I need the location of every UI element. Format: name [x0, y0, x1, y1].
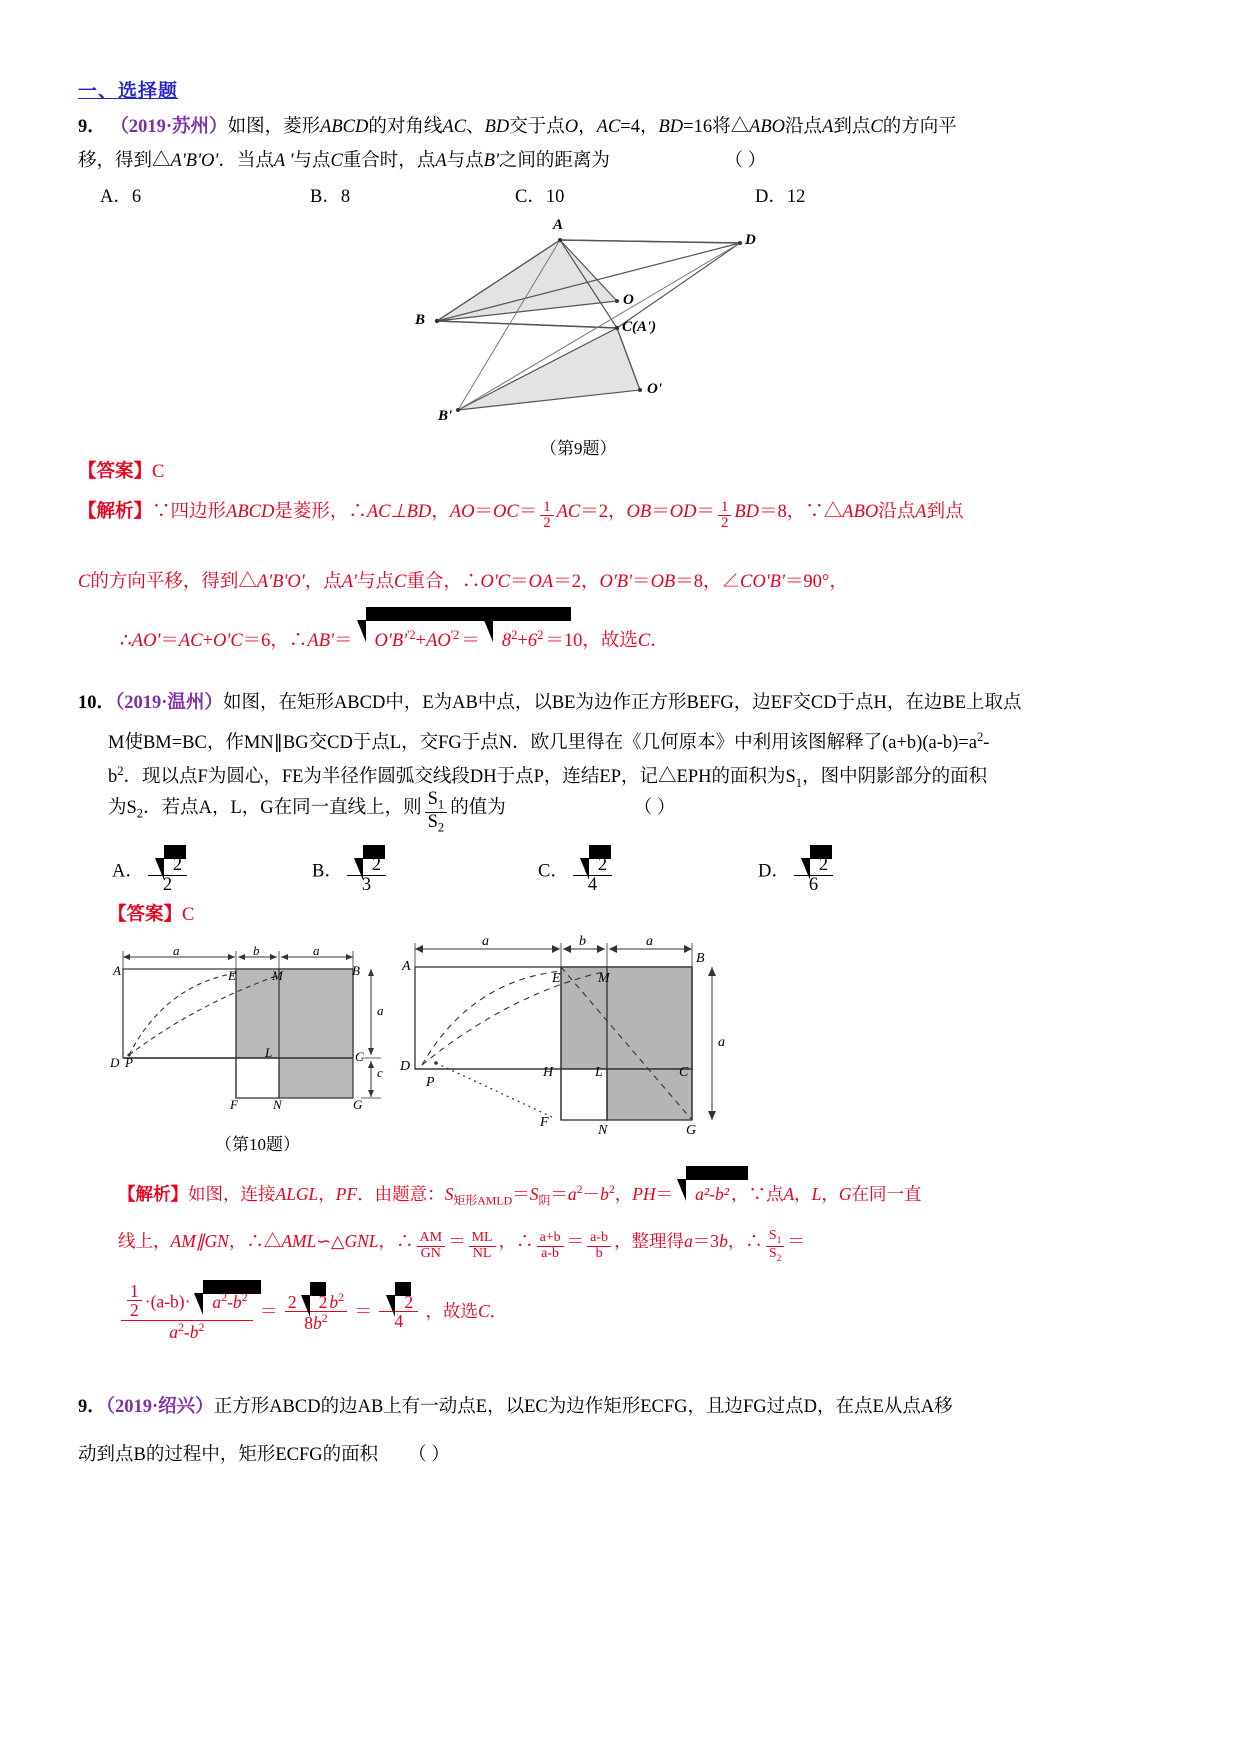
fig-left-dim-a-right: a [377, 1003, 384, 1018]
q9-text: 之间的距离为 [498, 151, 610, 171]
question-9-solution-line-1: 【解析】∵四边形ABCD是菱形，∴AC⊥BD，AO＝OC＝ $\frac{1}{2}$ AC＝2，OB＝OD＝ $\frac{1}{2}$ BD＝8，∵△ABO沿点A到点 [78, 498, 964, 532]
fraction-sqrt2-4: $\frac{2}{4}$ [379, 1293, 418, 1331]
q9-ital: B' [483, 151, 499, 171]
q9-ital: ABO [749, 117, 786, 137]
answer-value: C [152, 462, 165, 482]
fig-right-dim-a1: a [482, 934, 489, 949]
fig-right-label-m: M [598, 971, 610, 986]
fig-right-label-a: A [402, 959, 411, 974]
figure-label-d: D [745, 232, 756, 248]
q9-answer-parens: （ ） [724, 151, 767, 171]
answer-tag: 【答案】 [108, 905, 183, 925]
question-10-figure-caption: （第10题） [215, 1135, 300, 1154]
fraction-ml-nl: $\frac{ML}{NL}$ [469, 1231, 496, 1261]
q9-ital: A [822, 117, 834, 137]
fig-right-label-p: P [426, 1075, 435, 1090]
question-10-answer [108, 898, 194, 932]
question-9b-number: 9． [78, 1397, 106, 1417]
question-10-solution-line-1: 【解析】如图，连接ALGL，PF．由题意：$S_{矩形AMLD}=S_阴=a^2-b^2$，PH＝ a²-b² ，∵点A，L，G在同一直 [118, 1172, 1198, 1217]
q9-text: 、 [466, 117, 485, 137]
solution-tag: 【解析】 [78, 502, 153, 522]
q9-text: =16将△ [683, 117, 750, 137]
fraction-s1-s2: $\frac{S_1}{S_2}$ [425, 790, 448, 835]
fraction-amb-b: $\frac{a-b}{b}$ [587, 1231, 611, 1261]
q10-answer-parens: （ ） [633, 798, 676, 819]
fig-right-label-e: E [552, 971, 561, 986]
q10-text: 如图，在矩形ABCD中，E为AB中点，以BE为边作正方形BEFG，边EF交CD于点H，在边BE上取点 [222, 693, 1022, 713]
question-9b-source: （2019·绍兴） [105, 1397, 214, 1417]
q9-text: 的对角线 [368, 117, 443, 137]
option-a[interactable]: A． $\frac{2}{2}$ [112, 856, 190, 896]
fig-left-dim-c: c [377, 1065, 383, 1080]
q9-ital: A [435, 151, 447, 171]
sqrt-icon: 2 [799, 856, 828, 875]
fig-left-label-l: L [265, 1045, 273, 1060]
fig-right-label-d: D [400, 1059, 411, 1074]
q9-text: =4， [620, 117, 659, 137]
q9-ital: BD [658, 117, 684, 137]
q9-ital: AC [442, 117, 467, 137]
solution-tag: 【解析】 [118, 1183, 188, 1204]
fig-left-dim-a2: a [313, 943, 320, 958]
fig-left-label-n: N [273, 1097, 282, 1112]
q9-text: ， [578, 117, 597, 137]
fig-left-label-d: D [110, 1055, 120, 1070]
q9-text: 交于点 [509, 117, 565, 137]
question-9-solution-line-2: C的方向平移，得到△A'B'O'，点A'与点C重合，∴O'C＝OA＝2，O'B'＝OB＝8，∠CO'B'＝90°， [78, 572, 848, 592]
question-9-stem-line2 [78, 144, 1168, 178]
sqrt-icon: 2 [299, 1293, 328, 1311]
q9-ital: A'B'O' [170, 151, 219, 171]
question-9-figure-caption: （第9题） [540, 439, 617, 458]
figure-label-b-prime: B' [438, 408, 453, 424]
fig-left-label-c: C [355, 1049, 364, 1064]
fig-left-label-m: M [272, 968, 283, 983]
fig-left-label-g: G [353, 1097, 363, 1112]
figure-label-o: O [623, 292, 634, 308]
fraction-apb-amb: $\frac{a+b}{a-b}$ [537, 1231, 564, 1261]
question-10-number: 10． [78, 693, 116, 713]
question-10-options [0, 842, 1241, 904]
sqrt-icon: 2 [153, 856, 182, 875]
answer-tag: 【答案】 [78, 462, 153, 482]
q9-text: 如图，菱形 [227, 117, 321, 137]
question-9b-stem-line-2: 动到点B的过程中，矩形ECFG的面积 （ ） [78, 1445, 450, 1465]
fig-left-dim-a1: a [173, 943, 180, 958]
fig-right-label-b: B [696, 951, 705, 966]
question-9-stem [78, 110, 1168, 144]
fig-right-label-n: N [598, 1123, 608, 1138]
q9-text: 与点 [293, 151, 331, 171]
question-10-solution-line-3: $\frac{1}{2}$ ·(a-b)· $a^2-b^2$ $a^2-b^2$ ＝ 2 2 $b^2$ $8b^2$ ＝ $\frac{2}{4}$ ，故选C． [118, 1282, 1198, 1341]
q9b-text: 正方形ABCD的边AB上有一动点E，以EC为边作矩形ECFG，且边FG过点D，在点E从点A移 [213, 1397, 953, 1417]
radical-a2-b2: a²-b² [675, 1177, 729, 1211]
question-10-stem-line-2: M使BM=BC，作MN∥BG交CD于点L，交FG于点N．欧几里得在《几何原本》中利用该图解释了$(a+b)(a-b)=a^2-$ [108, 730, 990, 754]
option-c[interactable]: C． $\frac{2}{4}$ [538, 856, 615, 896]
question-10-figure-right [400, 935, 740, 1155]
fig-right-dim-a-right: a [718, 1035, 725, 1050]
option-a[interactable]: A．6 [100, 187, 142, 207]
q9-text: ．当点 [218, 151, 274, 171]
figure-label-b: B [415, 312, 426, 328]
q9-ital: C [870, 117, 883, 137]
option-b[interactable]: B． $\frac{2}{3}$ [312, 856, 389, 896]
fig-left-label-p: P [125, 1055, 133, 1070]
question-10-source: （2019·温州） [115, 693, 223, 713]
q9-text: 与点 [446, 151, 484, 171]
radical-a2-minus-b2: $a^2-b^2$ [192, 1291, 247, 1311]
fig-left-label-b: B [352, 963, 360, 978]
fig-right-label-c: C [679, 1065, 689, 1080]
euclid-rectangle-diagram-right [400, 935, 740, 1150]
figure-label-o-prime: O' [647, 381, 662, 397]
question-9-source: （2019·苏州） [110, 117, 228, 137]
q9-text: 沿点 [785, 117, 823, 137]
fraction-one-half-2: $\frac{1}{2}$ [718, 500, 731, 532]
fig-right-label-h: H [543, 1065, 554, 1080]
question-9-answer [78, 455, 164, 489]
q9-ital: O [564, 117, 579, 137]
fig-right-label-f: F [540, 1115, 549, 1130]
fraction-one-half: $\frac{1}{2}$ [540, 500, 553, 532]
fig-right-dim-b: b [579, 934, 586, 949]
rhombus-translation-diagram [390, 218, 810, 428]
option-d[interactable]: D．12 [755, 187, 806, 207]
sqrt-icon: 2 [352, 856, 381, 875]
fig-left-dim-b: b [253, 943, 260, 958]
big-fraction-area-ratio: $\frac{1}{2}$ ·(a-b)· $a^2-b^2$ $a^2-b^2$ [121, 1282, 253, 1341]
figure-label-c: C(A') [622, 319, 657, 335]
q9-text: 移，得到△ [78, 151, 171, 171]
fig-left-label-e: E [228, 968, 236, 983]
radical-expression-2: $8^2+6^2$ [482, 618, 544, 658]
question-10-stem-line-3: $b^2$．现以点F为圆心，FE为半径作圆弧交线段DH于点P，连结EP，记△EPH的面积为$S_1$，图中阴影部分的面积 [108, 764, 988, 790]
question-9-number: 9． [78, 117, 106, 137]
section-heading: 一、选择题 [78, 81, 179, 102]
q9-text: 到点 [833, 117, 871, 137]
answer-value: C [182, 905, 195, 925]
q9-ital: AC [596, 117, 621, 137]
question-10-figure-left [105, 945, 395, 1130]
option-c[interactable]: C．10 [515, 187, 565, 207]
q9-ital: A ' [273, 151, 294, 171]
option-d[interactable]: D． $\frac{2}{6}$ [758, 856, 836, 896]
q9-ital: ABCD [320, 117, 369, 137]
question-9-options [0, 182, 1241, 212]
q9-text: 重合时，点 [342, 151, 436, 171]
q9-text: 的方向平 [882, 117, 957, 137]
question-10-stem-line-4: 为$S_2$．若点A，L，G在同一直线上，则 $\frac{S_1}{S_2}$ 的值为 （ ） [108, 789, 676, 835]
option-b[interactable]: B．8 [310, 187, 351, 207]
fig-right-label-g: G [686, 1123, 697, 1138]
question-9-solution-line-3: ∴AO'＝AC+O'C＝6，∴AB'＝ $O'B'^{'2}+AO^{'2}$ ＝ $8^2+6^2 =10$，故选C． [120, 618, 1215, 658]
q9-ital: BD [484, 117, 510, 137]
fig-right-label-l: L [595, 1065, 603, 1080]
fig-right-dim-a2: a [646, 934, 653, 949]
fraction-am-gn: $\frac{AM}{GN}$ [417, 1231, 446, 1261]
question-10-stem-line-1 [78, 686, 1178, 720]
fig-left-label-f: F [230, 1097, 238, 1112]
question-10-solution-line-2: 线上，AM∥GN，∴△AML∽△GNL，∴ $\frac{AM}{GN}$ ＝ $\frac{ML}{NL}$ ，∴ $\frac{a+b}{a-b}$ ＝ $\frac{a-b}{b}$ ，整理得a＝3b，∴ $\frac{S_1}{S_2}$ ＝ [118, 1227, 805, 1264]
fig-left-label-a: A [113, 963, 121, 978]
sqrt-icon: 2 [578, 856, 607, 875]
q9-ital: C [330, 151, 343, 171]
radical-expression-1: $O'B'^{'2}+AO^{'2}$ [355, 618, 460, 658]
question-9b-stem-line-1 [78, 1390, 1178, 1424]
q9b-answer-parens: （ ） [408, 1445, 450, 1465]
figure-label-a: A [553, 217, 564, 233]
fraction-2sqrt2b2-8b2: 2 2 $b^2$ $8b^2$ [285, 1291, 347, 1332]
fraction-s1-s2: $\frac{S_1}{S_2}$ [766, 1229, 785, 1264]
question-9-figure [390, 218, 810, 428]
sqrt-icon: 2 [384, 1293, 413, 1311]
